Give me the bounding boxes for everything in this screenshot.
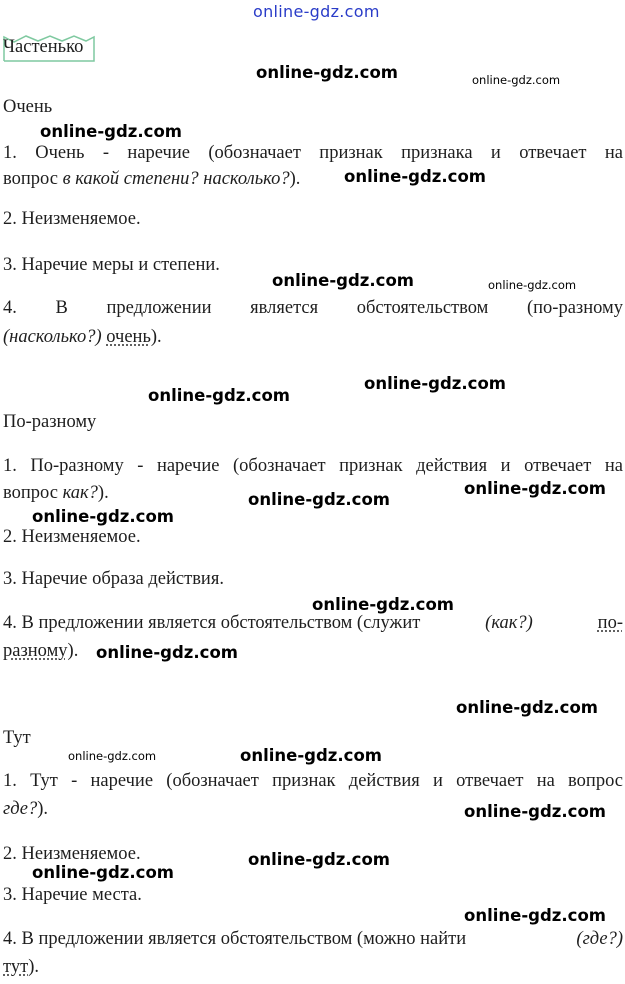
watermark-small: online-gdz.com — [472, 73, 561, 87]
watermark: online-gdz.com — [240, 746, 382, 765]
po-raznomu-item-4-text: 4. В предложении является обстоятельством (служит — [3, 613, 421, 633]
tut-item-4-close: ). — [28, 957, 39, 977]
tut-item-4-text: 4. В предложении является обстоятельством (можно найти — [3, 929, 467, 949]
watermark: online-gdz.com — [40, 122, 182, 141]
watermark: online-gdz.com — [148, 386, 290, 405]
tut-item-1-line-1: 1. Тут - наречие (обозначает признак действия и отвечает на вопрос — [3, 771, 623, 791]
po-raznomu-item-1-vopros: вопрос — [3, 483, 58, 503]
word-title-tut: Тут — [3, 728, 31, 748]
po-raznomu-item-1-line-2 — [3, 482, 109, 504]
watermark: online-gdz.com — [364, 374, 506, 393]
watermark: online-gdz.com — [96, 643, 238, 662]
watermark: online-gdz.com — [248, 490, 390, 509]
watermark: online-gdz.com — [248, 850, 390, 869]
ochen-item-1-vopros: вопрос — [3, 169, 58, 189]
tut-item-4-word: тут — [3, 957, 29, 977]
tut-item-4-line-1 — [3, 928, 623, 950]
ochen-item-4-question: (насколько?) — [3, 327, 102, 347]
ochen-item-1-question: в какой степени? насколько? — [62, 169, 290, 189]
watermark: online-gdz.com — [312, 595, 454, 614]
watermark: online-gdz.com — [464, 479, 606, 498]
ochen-item-4-line-2 — [3, 326, 162, 348]
po-raznomu-item-4-word-part1: по- — [597, 613, 623, 633]
ochen-item-4-line-1: 4. В предложении является обстоятельством (по-разному — [3, 298, 623, 318]
watermark: online-gdz.com — [456, 698, 598, 717]
ochen-item-3: 3. Наречие меры и степени. — [3, 255, 220, 275]
po-raznomu-item-1-line-1: 1. По-разному - наречие (обозначает признак действия и отвечает на — [3, 456, 623, 476]
watermark: online-gdz.com — [344, 167, 486, 186]
ochen-item-1-close: ). — [289, 169, 301, 189]
watermark: online-gdz.com — [256, 63, 398, 82]
tut-item-3: 3. Наречие места. — [3, 885, 142, 905]
po-raznomu-item-3: 3. Наречие образа действия. — [3, 569, 224, 589]
po-raznomu-item-4-question: (как?) — [485, 613, 533, 633]
tut-item-4-line-2 — [3, 956, 39, 978]
ochen-item-1-line-2 — [3, 168, 300, 190]
ochen-item-4-close: ). — [150, 327, 162, 347]
watermark: online-gdz.com — [464, 906, 606, 925]
po-raznomu-item-4-word-part2: разному — [3, 641, 68, 661]
word-title-po-raznomu: По-разному — [3, 412, 97, 432]
word-title-ochen: Очень — [3, 97, 53, 117]
watermark: online-gdz.com — [272, 271, 414, 290]
ochen-item-1-line-1: 1. Очень - наречие (обозначает признак признака и отвечает на — [3, 143, 623, 163]
tut-item-1-line-2 — [3, 798, 48, 820]
watermark-top: online-gdz.com — [253, 2, 380, 21]
tut-item-1-close: ). — [37, 799, 49, 819]
po-raznomu-item-4-line-1 — [3, 612, 623, 634]
po-raznomu-item-1-close: ). — [97, 483, 109, 503]
watermark: online-gdz.com — [32, 863, 174, 882]
po-raznomu-item-4-line-2 — [3, 640, 78, 662]
po-raznomu-item-4-close: ). — [67, 641, 79, 661]
tut-item-4-question: (где?) — [576, 929, 623, 949]
watermark-small: online-gdz.com — [68, 749, 157, 763]
watermark: online-gdz.com — [464, 802, 606, 821]
po-raznomu-item-2: 2. Неизменяемое. — [3, 527, 141, 547]
word-title-chastenko: Частенько — [3, 37, 84, 57]
watermark: online-gdz.com — [32, 507, 174, 526]
watermark-small: online-gdz.com — [488, 278, 577, 292]
po-raznomu-item-1-question: как? — [62, 483, 98, 503]
tut-item-1-question: где? — [3, 799, 38, 819]
ochen-item-2: 2. Неизменяемое. — [3, 209, 141, 229]
ochen-item-4-word: очень — [106, 327, 151, 347]
tut-item-2: 2. Неизменяемое. — [3, 844, 141, 864]
